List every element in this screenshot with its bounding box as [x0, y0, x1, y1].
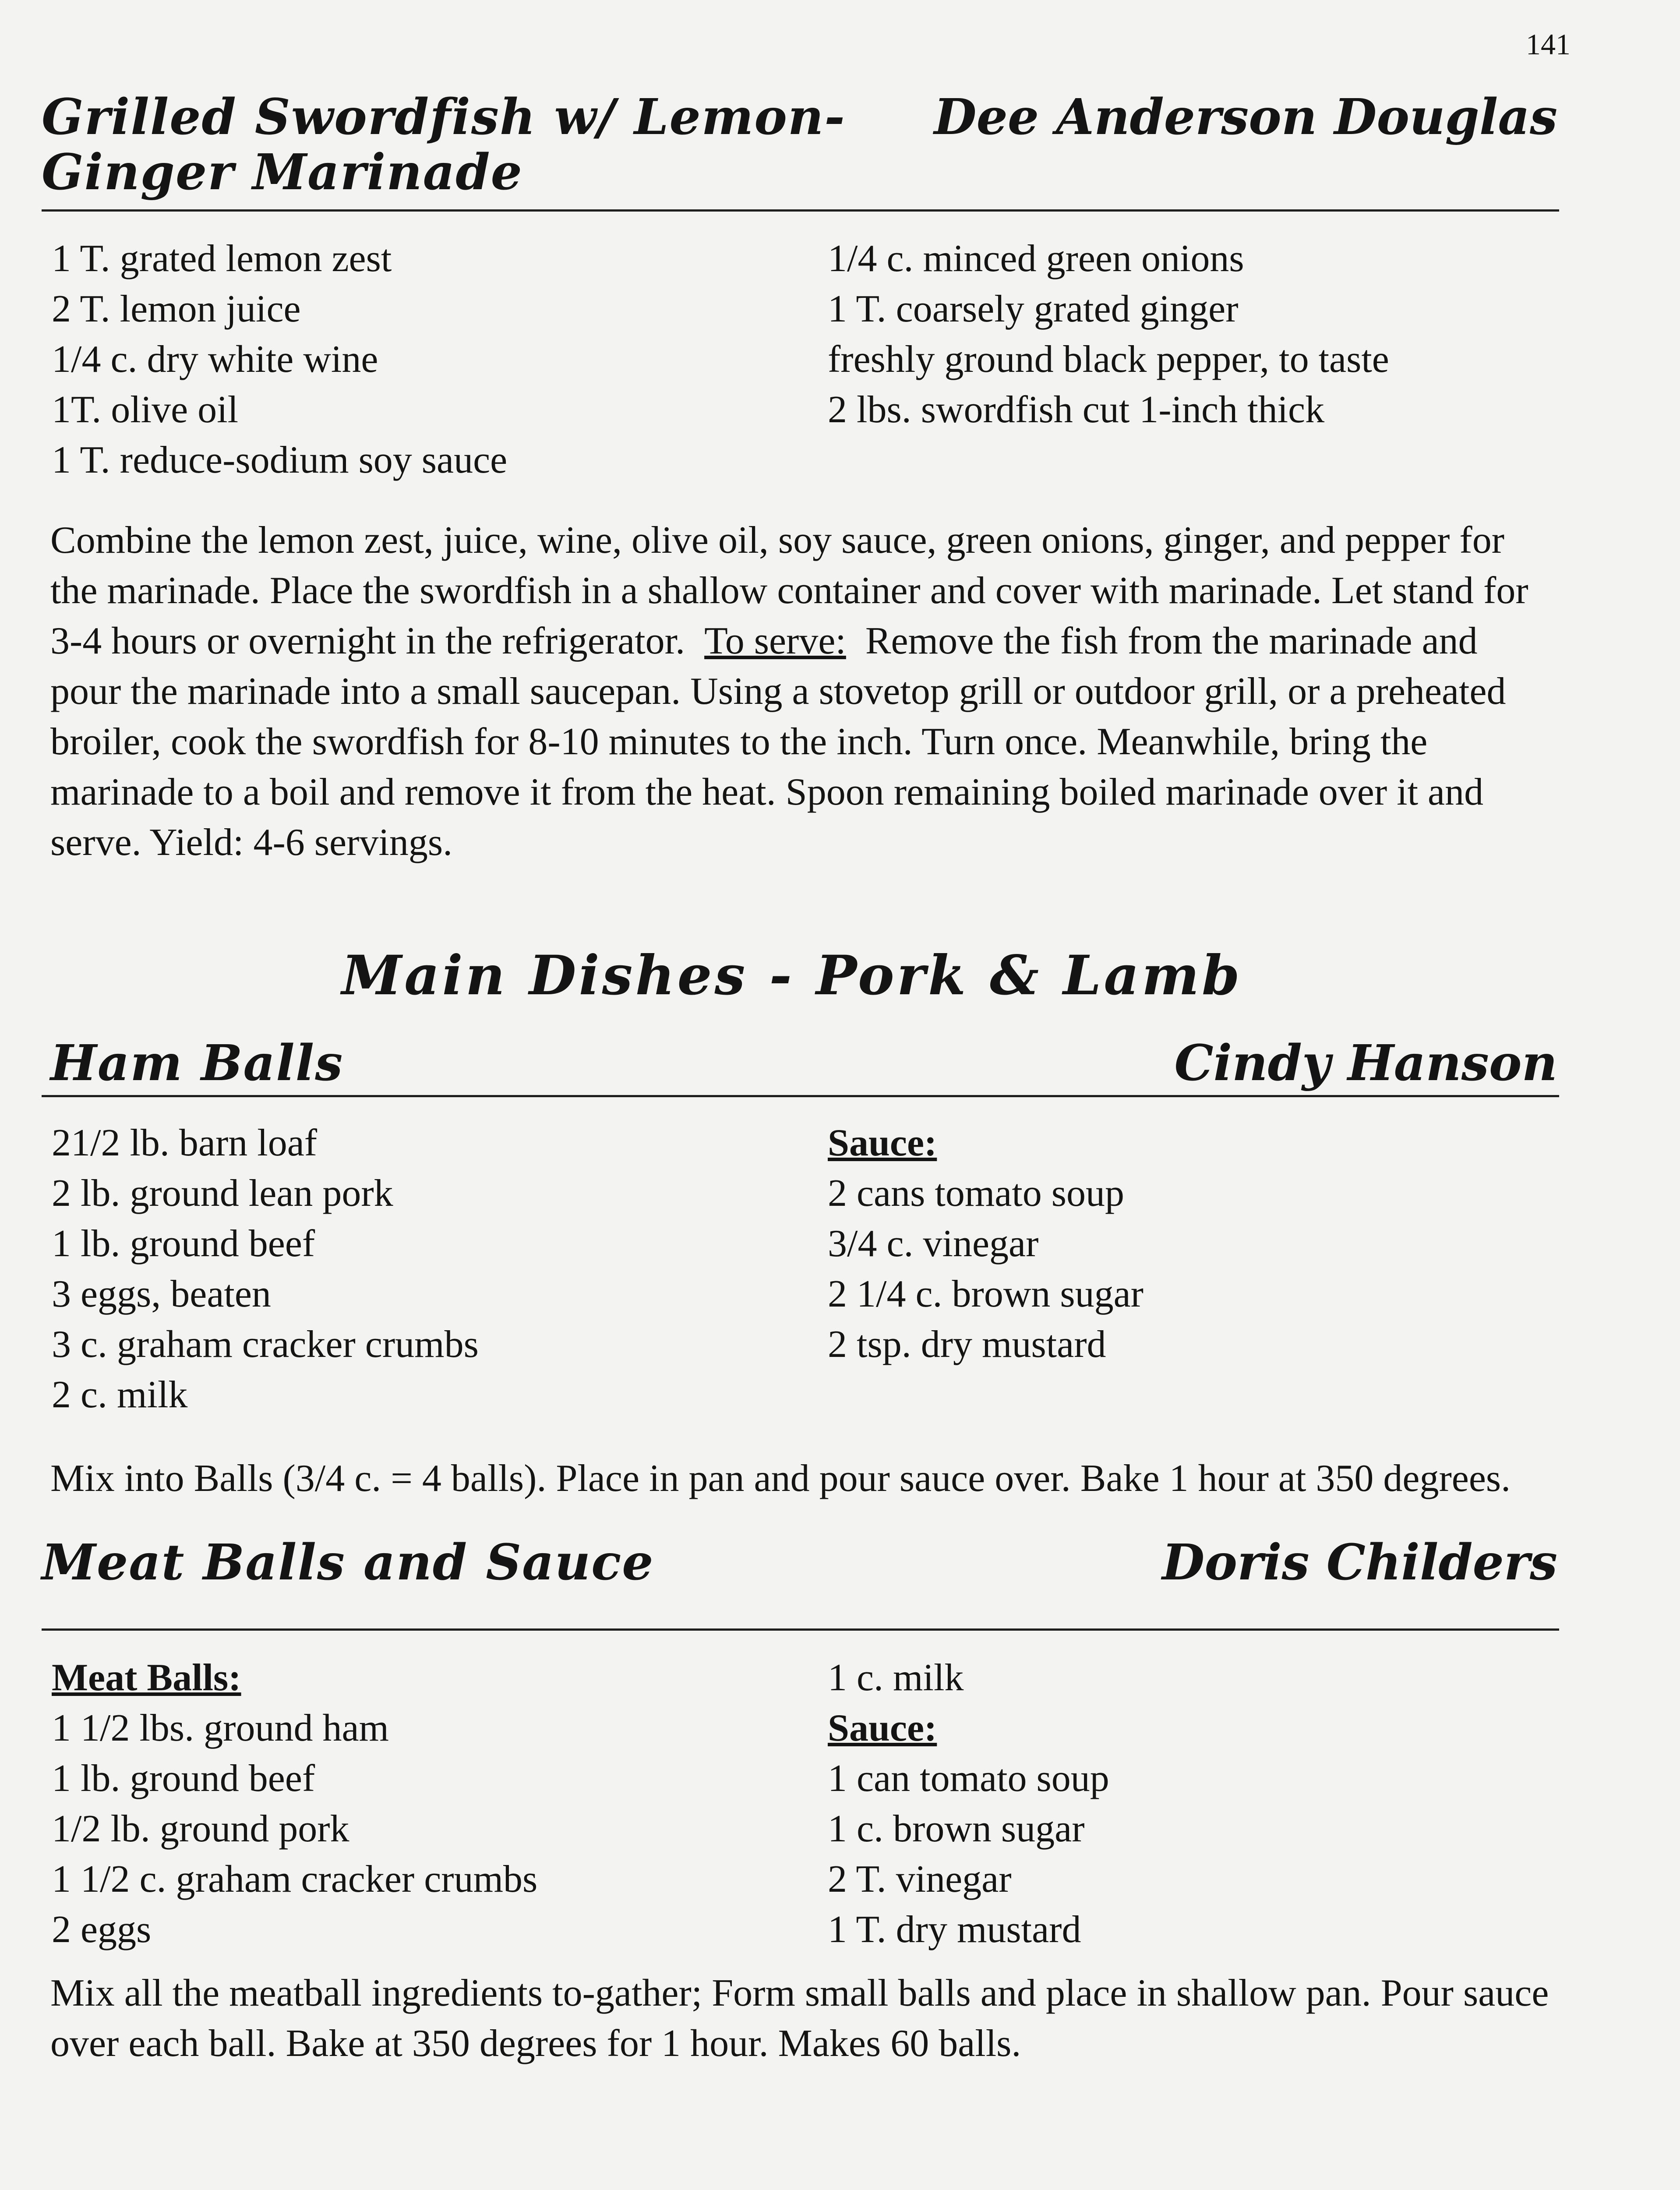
directions-swordfish: [50, 515, 1557, 868]
section-heading: Main Dishes - Pork & Lamb: [342, 944, 1242, 1007]
title-rule: [42, 209, 1559, 212]
recipe-title-line-2: Ginger Marinade: [42, 144, 523, 201]
ingredient: 1 lb. ground beef: [52, 1222, 315, 1265]
ingredient: 2 lbs. swordfish cut 1-inch thick: [828, 389, 1325, 431]
recipe-author-ham-balls: Cindy Hanson: [1174, 1035, 1557, 1092]
recipe-title-swordfish: [42, 90, 846, 200]
ingredient: 1 can tomato soup: [828, 1757, 1109, 1800]
recipe-title-ham-balls: Ham Balls: [50, 1035, 344, 1092]
ingredient: 3/4 c. vinegar: [828, 1222, 1039, 1265]
ingredients-left-ham-balls: [52, 1118, 479, 1420]
ingredient: 3 c. graham cracker crumbs: [52, 1323, 479, 1366]
sauce-label: Sauce:: [828, 1122, 937, 1164]
ingredient: 2 lb. ground lean pork: [52, 1172, 393, 1215]
title-rule: [42, 1628, 1559, 1631]
directions-text: Combine the lemon zest, juice, wine, olive oil, soy sauce, green onions, ginger, and pepper for the marinade. Place the swordfish in a shallow container and cover with marinade. Let stand for 3-4 hours or overnight in the refrigerator.: [50, 519, 1528, 662]
meat-balls-label: Meat Balls:: [52, 1657, 241, 1699]
ingredient: freshly ground black pepper, to taste: [828, 338, 1389, 381]
ingredients-right-swordfish: [828, 233, 1389, 435]
ingredient: 1 T. reduce-sodium soy sauce: [52, 439, 508, 481]
ingredient: 2 T. lemon juice: [52, 288, 301, 330]
directions-meat-balls: Mix all the meatball ingredients to-gather; Form small balls and place in shallow pan. Pour sauce over each ball. Bake at 350 degrees for 1 hour. Makes 60 balls.: [50, 1972, 1549, 2065]
recipe-title-line-1: Grilled Swordfish w/ Lemon-: [42, 88, 846, 146]
ingredients-left-meat-balls: [52, 1653, 537, 1955]
title-rule: [42, 1095, 1559, 1097]
to-serve-label: To serve:: [704, 620, 846, 662]
ingredient: 1 c. milk: [828, 1657, 964, 1699]
ingredient: 1/4 c. minced green onions: [828, 237, 1244, 280]
recipe-author-swordfish: Dee Anderson Douglas: [934, 88, 1557, 146]
ingredient: 2 c. milk: [52, 1374, 188, 1416]
ingredient: 1 1/2 lbs. ground ham: [52, 1707, 389, 1749]
ingredient: 1/2 lb. ground pork: [52, 1808, 349, 1850]
ingredients-left-swordfish: [52, 233, 507, 485]
sauce-ham-balls: [828, 1118, 1144, 1370]
ingredient: 2 T. vinegar: [828, 1858, 1012, 1900]
ingredient: 1 T. grated lemon zest: [52, 237, 392, 280]
ingredient: 2 tsp. dry mustard: [828, 1323, 1106, 1366]
ingredient: 21/2 lb. barn loaf: [52, 1122, 318, 1164]
ingredient: 1 T. dry mustard: [828, 1908, 1081, 1951]
ingredient: 1 T. coarsely grated ginger: [828, 288, 1239, 330]
ingredient: 1 lb. ground beef: [52, 1757, 315, 1800]
ingredient: 1/4 c. dry white wine: [52, 338, 378, 381]
directions-text: Remove the fish from the marinade and pour the marinade into a small saucepan. Using a stovetop grill or outdoor grill, or a preheated broiler, cook the swordfish for 8-10 minutes to the inch. Turn once. Meanwhile, bring the marinade to a boil and remove it from the heat. Spoon remaining boiled marinade over it and serve. Yield: 4-6 servings.: [50, 620, 1506, 864]
ingredient: 2 eggs: [52, 1908, 152, 1951]
page-number: 141: [1526, 28, 1571, 61]
sauce-meat-balls: [828, 1653, 1109, 1955]
ingredient: 1T. olive oil: [52, 389, 239, 431]
ingredient: 1 1/2 c. graham cracker crumbs: [52, 1858, 538, 1900]
ingredient: 3 eggs, beaten: [52, 1273, 271, 1315]
ingredient: 2 cans tomato soup: [828, 1172, 1125, 1215]
directions-ham-balls: Mix into Balls (3/4 c. = 4 balls). Place in pan and pour sauce over. Bake 1 hour at 350 degrees.: [50, 1457, 1511, 1500]
sauce-label: Sauce:: [828, 1707, 937, 1749]
ingredient: 2 1/4 c. brown sugar: [828, 1273, 1144, 1315]
recipe-title-meat-balls: Meat Balls and Sauce: [42, 1534, 654, 1591]
recipe-author-meat-balls: Doris Childers: [1162, 1534, 1557, 1591]
ingredient: 1 c. brown sugar: [828, 1808, 1085, 1850]
